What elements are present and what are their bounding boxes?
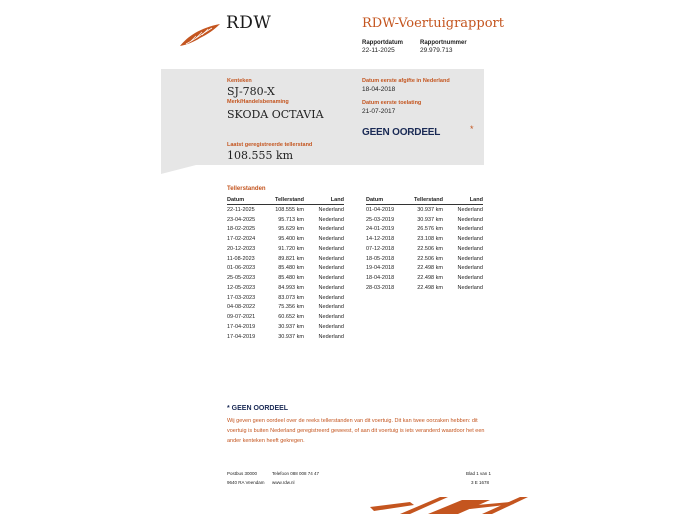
table-row [227,332,344,342]
table-row [227,303,344,313]
note-text: Wij geven geen oordeel over de reeks tellerstanden van dit voertuig. Dit kan twee oorzaken hebben: dit voertuig is buiten Nederland geregistreerd geweest, of aan dit voertuig is iets veranderd waardoor het een ander kenteken heeft gekregen. [227,418,485,444]
date-cell: 25-03-2019 [366,216,395,223]
table-row [366,234,483,244]
country-cell: Nederland [318,255,344,262]
country-cell: Nederland [318,294,344,301]
verdict-star: * [470,124,474,134]
reading-cell: 30.937 km [417,206,443,213]
table-row [227,273,344,283]
reading-cell: 22.498 km [417,284,443,291]
date-cell: 18-02-2025 [227,226,256,233]
brand-name: RDW [226,13,272,33]
date-cell: 18-04-2018 [366,275,395,282]
date-cell: 20-12-2023 [227,245,256,252]
reading-cell: 22.506 km [417,255,443,262]
country-cell: Nederland [318,236,344,243]
note-title: * GEEN OORDEEL [227,405,289,412]
table-row [366,283,483,293]
reading-cell: 84.993 km [278,284,304,291]
date-cell: 24-01-2019 [366,226,395,233]
country-cell: Nederland [457,245,483,252]
table-row [227,254,344,264]
reading-cell: 60.652 km [278,314,304,321]
reading-cell: 22.498 km [417,275,443,282]
country-cell: Nederland [457,206,483,213]
date-cell: 28-03-2018 [366,284,395,291]
country-cell: Nederland [318,245,344,252]
panel-notch [161,165,196,174]
date-cell: 18-05-2018 [366,255,395,262]
table-row [366,225,483,235]
country-cell: Nederland [318,216,344,223]
reading-cell: 30.937 km [417,216,443,223]
country-cell: Nederland [457,236,483,243]
table-row [227,312,344,322]
odometer-label: Laatst geregistreerde tellerstand [227,142,313,148]
plate-value: SJ-780-X [227,85,275,98]
reading-cell: 95.400 km [278,236,304,243]
odometer-value: 108.555 km [227,149,294,162]
table-row [227,283,344,293]
col-date: Datum [227,195,275,205]
reading-cell: 22.498 km [417,265,443,272]
date-cell: 01-04-2019 [366,206,395,213]
col-date: Datum [366,195,414,205]
country-cell: Nederland [457,265,483,272]
date-cell: 19-04-2018 [366,265,395,272]
reading-cell: 89.821 km [278,255,304,262]
table-row [366,264,483,274]
table-row [227,264,344,274]
table-row [366,254,483,264]
country-cell: Nederland [318,333,344,340]
date-cell: 17-04-2019 [227,323,256,330]
first-admission-label: Datum eerste toelating [362,100,422,106]
date-cell: 01-06-2023 [227,265,256,272]
footer-phone: Telefoon 088 008 74 47 [272,471,320,476]
table-row [227,244,344,254]
footer-postbus: Postbus 30000 [227,471,258,476]
footer-web: www.rdw.nl [272,480,295,485]
table-row [366,215,483,225]
col-reading: Tellerstand [275,196,304,203]
date-cell: 04-08-2022 [227,304,256,311]
country-cell: Nederland [457,216,483,223]
reading-cell: 30.937 km [278,333,304,340]
first-admission-value: 21-07-2017 [362,108,396,115]
footer-page: Blad 1 van 1 [466,471,492,476]
table-row [227,234,344,244]
first-nl-value: 18-04-2018 [362,86,396,93]
make-label: Merk/Handelsbenaming [227,99,289,105]
date-cell: 25-05-2023 [227,275,256,282]
country-cell: Nederland [318,314,344,321]
odometer-table-right [366,195,483,293]
country-cell: Nederland [457,275,483,282]
reading-cell: 85.480 km [278,265,304,272]
table-row [227,215,344,225]
country-cell: Nederland [457,284,483,291]
reading-cell: 85.480 km [278,275,304,282]
country-cell: Nederland [457,226,483,233]
report-number: 29.979.713 [420,47,453,54]
reading-cell: 23.108 km [417,236,443,243]
verdict: GEEN OORDEEL [362,127,441,138]
first-nl-label: Datum eerste afgifte in Nederland [362,78,450,84]
report-date-label: Rapportdatum [362,40,403,46]
col-country: Land [443,195,483,205]
reading-cell: 83.073 km [278,294,304,301]
footer-city: 9640 RA Veendam [227,480,265,485]
table-row [366,205,483,215]
plate-label: Kenteken [227,78,252,84]
reading-cell: 26.576 km [417,226,443,233]
reading-cell: 22.506 km [417,245,443,252]
footer-code: 3 E 1678 [471,480,490,485]
date-cell: 17-02-2024 [227,236,256,243]
date-cell: 14-12-2018 [366,236,395,243]
country-cell: Nederland [318,323,344,330]
date-cell: 11-08-2023 [227,255,255,262]
report-number-label: Rapportnummer [420,40,467,46]
table-row [227,322,344,332]
country-cell: Nederland [318,304,344,311]
date-cell: 07-12-2018 [366,245,395,252]
rdw-logo-icon [178,22,222,48]
country-cell: Nederland [318,275,344,282]
col-country: Land [304,195,344,205]
reading-cell: 91.720 km [278,245,304,252]
date-cell: 12-05-2023 [227,284,256,291]
country-cell: Nederland [318,265,344,272]
make-value: SKODA OCTAVIA [227,108,324,121]
country-cell: Nederland [318,226,344,233]
col-reading: Tellerstand [414,196,443,203]
country-cell: Nederland [318,284,344,291]
table-row [227,205,344,215]
table-row [366,273,483,283]
table-row [227,225,344,235]
reading-cell: 30.937 km [278,323,304,330]
date-cell: 22-11-2025 [227,206,255,213]
date-cell: 23-04-2025 [227,216,256,223]
reading-cell: 95.713 km [278,216,304,223]
report-title: RDW-Voertuigrapport [362,16,504,31]
reading-cell: 95.629 km [278,226,304,233]
country-cell: Nederland [318,206,344,213]
table-row [227,293,344,303]
reading-cell: 108.555 km [275,206,304,213]
date-cell: 09-07-2021 [227,314,256,321]
report-date: 22-11-2025 [362,47,395,54]
date-cell: 17-04-2019 [227,333,256,340]
date-cell: 17-03-2023 [227,294,256,301]
reading-cell: 75.356 km [278,304,304,311]
decorative-stripes-icon [370,493,530,514]
table-row [366,244,483,254]
country-cell: Nederland [457,255,483,262]
odometer-section-title: Tellerstanden [227,186,266,192]
odometer-table-left [227,195,344,342]
